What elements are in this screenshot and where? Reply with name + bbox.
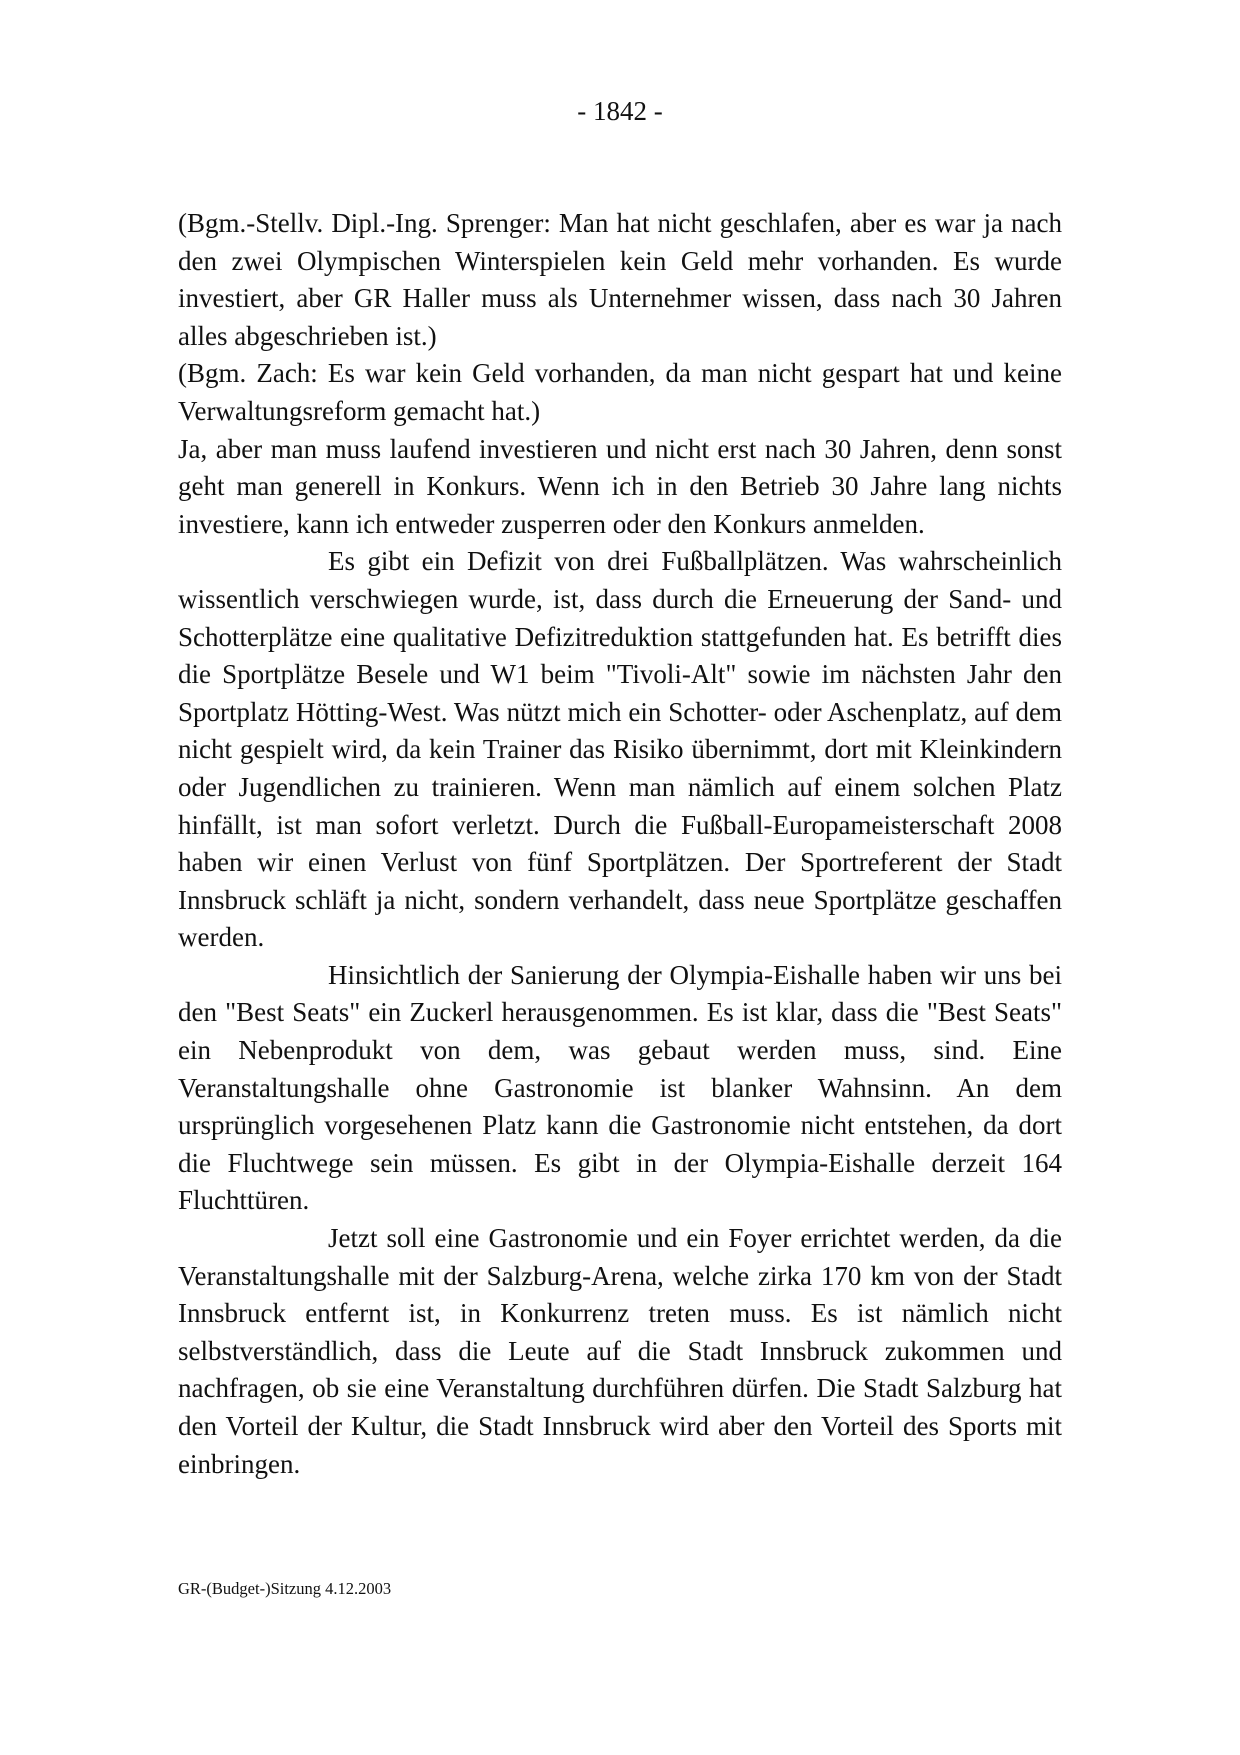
footer-session-label: GR-(Budget-)Sitzung 4.12.2003 bbox=[178, 1579, 392, 1598]
paragraph-interjection-zach: (Bgm. Zach: Es war kein Geld vorhanden, da man nicht gespart hat und keine Verwaltungsreform gemacht hat.) bbox=[178, 358, 1062, 426]
body-text bbox=[178, 205, 1062, 1483]
paragraph-interjection-sprenger: (Bgm.-Stellv. Dipl.-Ing. Sprenger: Man hat nicht geschlafen, aber es war ja nach den zwei Olympischen Winterspielen kein Geld mehr vorhanden. Es wurde investiert, aber GR Haller muss als Unternehmer wissen, dass nach 30 Jahren alles abgeschrieben ist.) bbox=[178, 208, 1062, 351]
paragraph-eishalle: Hinsichtlich der Sanierung der Olympia-Eishalle haben wir uns bei den "Best Seats" ein Zuckerl herausgenommen. Es ist klar, dass die "Best Seats" ein Nebenprodukt von dem, was gebaut werden muss, sind. Eine Veranstaltungshalle ohne Gastronomie ist blanker Wahnsinn. An dem ursprünglich vorgesehenen Platz kann die Gastronomie nicht entstehen, da dort die Fluchtwege sein müssen. Es gibt in der Olympia-Eishalle derzeit 164 Fluchttüren. bbox=[178, 959, 1062, 1216]
page-number: - 1842 - bbox=[577, 96, 663, 126]
paragraph-sportplaetze: Es gibt ein Defizit von drei Fußballplätzen. Was wahrscheinlich wissentlich verschwiegen wurde, ist, dass durch die Erneuerung der Sand- und Schotterplätze eine qualitative Defizitreduktion stattgefunden hat. Es betrifft dies die Sportplätze Besele und W1 beim "Tivoli-Alt" sowie im nächsten Jahr den Sportplatz Hötting-West. Was nützt mich ein Schotter- oder Aschenplatz, auf dem nicht gespielt wird, da kein Trainer das Risiko übernimmt, dort mit Kleinkindern oder Jugendlichen zu trainieren. Wenn man nämlich auf einem solchen Platz hinfällt, ist man sofort verletzt. Durch die Fußball-Europameisterschaft 2008 haben wir einen Verlust von fünf Sportplätzen. Der Sportreferent der Stadt Innsbruck schläft ja nicht, sondern verhandelt, dass neue Sportplätze geschaffen werden. bbox=[178, 546, 1062, 953]
paragraph-gastronomie: Jetzt soll eine Gastronomie und ein Foyer errichtet werden, da die Veranstaltungshalle mit der Salzburg-Arena, welche zirka 170 km von der Stadt Innsbruck entfernt ist, in Konkurrenz treten muss. Es ist nämlich nicht selbstverständlich, dass die Leute auf die Stadt Innsbruck zukommen und nachfragen, ob sie eine Veranstaltung durchführen dürfen. Die Stadt Salzburg hat den Vorteil der Kultur, die Stadt Innsbruck wird aber den Vorteil des Sports mit einbringen. bbox=[178, 1223, 1062, 1479]
paragraph-response: Ja, aber man muss laufend investieren und nicht erst nach 30 Jahren, denn sonst geht man generell in Konkurs. Wenn ich in den Betrieb 30 Jahre lang nichts investiere, kann ich entweder zusperren oder den Konkurs anmelden. bbox=[178, 433, 1062, 539]
